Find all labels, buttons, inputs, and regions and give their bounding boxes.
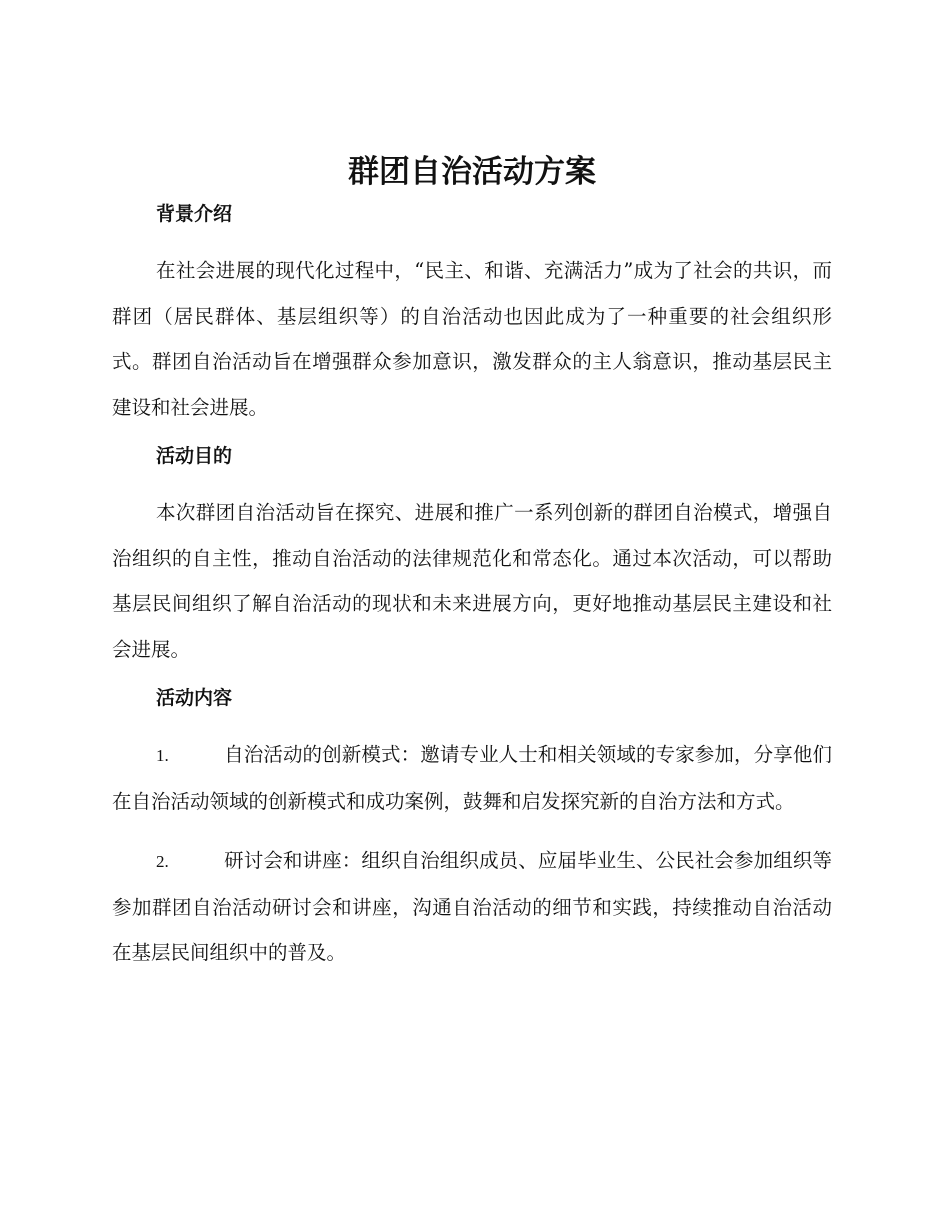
section-heading-background: 背景介绍 xyxy=(156,203,233,225)
background-paragraph: 在社会进展的现代化过程中，“民主、和谐、充满活力”成为了社会的共识，而群团（居民群体、基层组织等）的自治活动也因此成为了一种重要的社会组织形式。群团自治活动旨在增强群众参加意识，激发群众的主人翁意识，推动基层民主建设和社会进展。 xyxy=(112,259,832,419)
section-heading-content: 活动内容 xyxy=(156,687,233,709)
section-background xyxy=(112,202,832,430)
list-item xyxy=(112,732,832,824)
list-item-text: 自治活动的创新模式：邀请专业人士和相关领域的专家参加，分享他们在自治活动领域的创新模式和成功案例，鼓舞和启发探究新的自治方法和方式。 xyxy=(112,743,832,813)
list-item-number: 1. xyxy=(156,746,169,765)
list-item-number: 2. xyxy=(156,852,169,871)
section-content xyxy=(112,686,832,976)
section-purpose xyxy=(112,444,832,672)
document-title: 群团自治活动方案 xyxy=(348,154,596,190)
list-item-text: 研讨会和讲座：组织自治组织成员、应届毕业生、公民社会参加组织等参加群团自治活动研讨会和讲座，沟通自治活动的细节和实践，持续推动自治活动在基层民间组织中的普及。 xyxy=(112,849,832,964)
list-item xyxy=(112,838,832,976)
section-heading-purpose: 活动目的 xyxy=(156,445,233,467)
purpose-paragraph: 本次群团自治活动旨在探究、进展和推广一系列创新的群团自治模式，增强自治组织的自主性，推动自治活动的法律规范化和常态化。通过本次活动，可以帮助基层民间组织了解自治活动的现状和未来进展方向，更好地推动基层民主建设和社会进展。 xyxy=(112,501,832,661)
